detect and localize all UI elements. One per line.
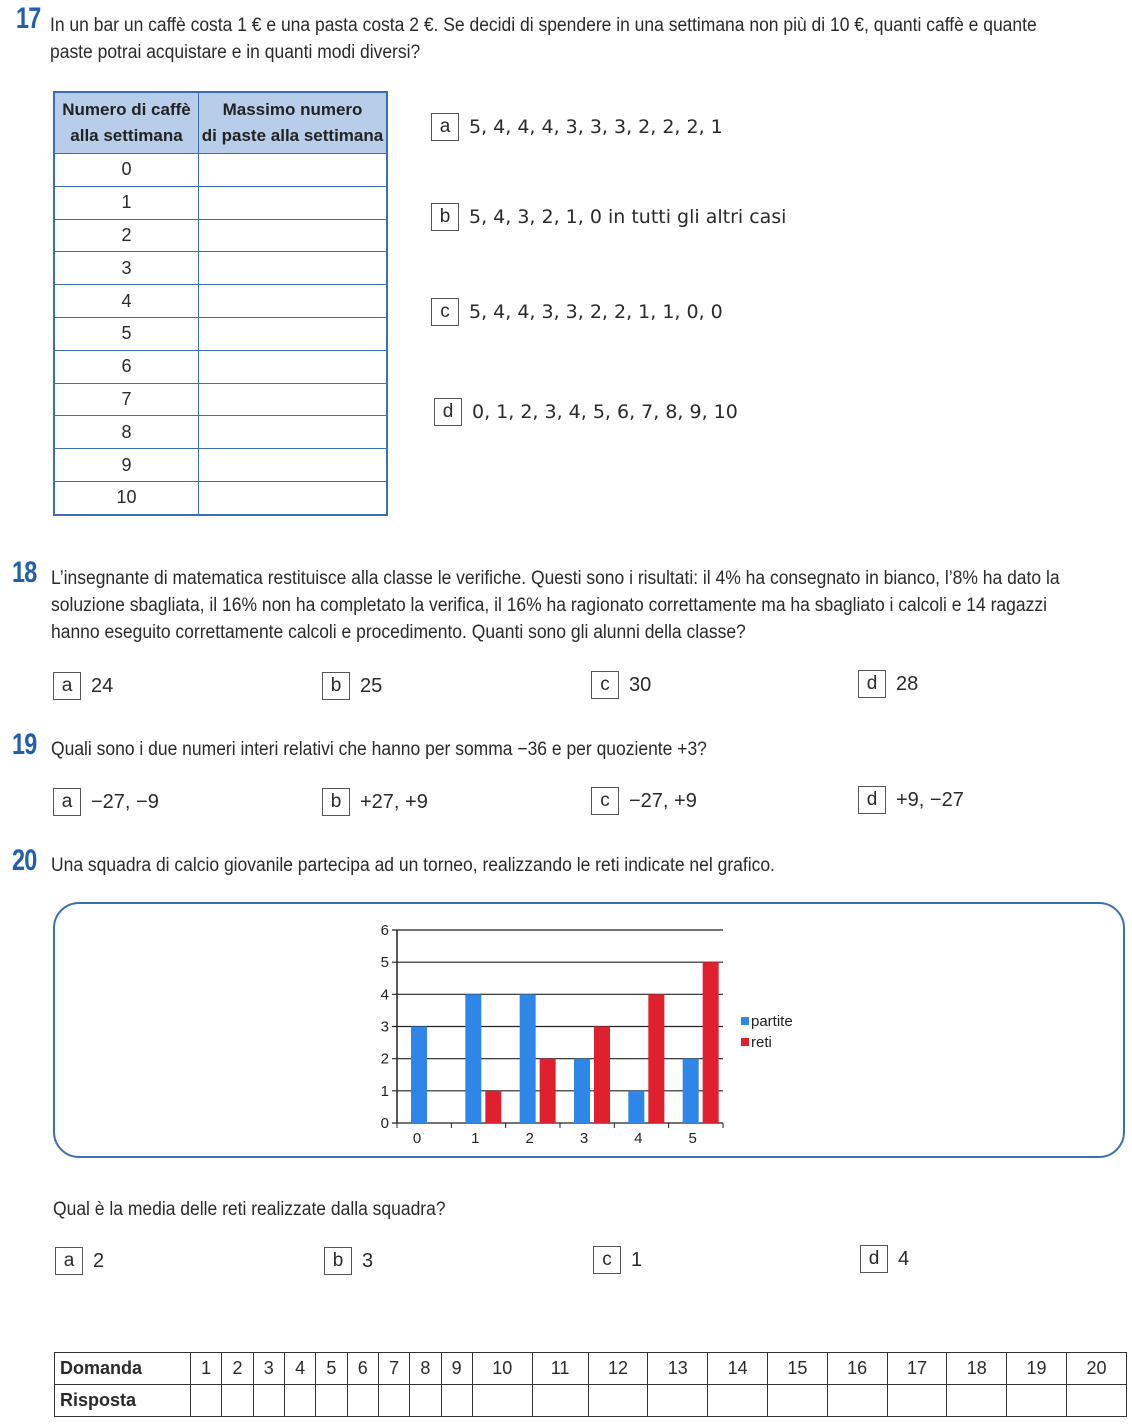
- table-row: [54, 481, 387, 514]
- option-c-q19[interactable]: [591, 787, 697, 815]
- pastry-count-cell[interactable]: [199, 252, 388, 285]
- option-letter-box[interactable]: d: [434, 398, 462, 426]
- answer-grid-answer-cell[interactable]: [1007, 1385, 1067, 1417]
- question-17-text: [50, 12, 1132, 66]
- option-text: 3: [362, 1249, 374, 1272]
- y-tick-label: 2: [380, 1050, 389, 1068]
- header-coffee-line2: alla settimana: [70, 126, 183, 145]
- legend-label-reti: reti: [751, 1034, 772, 1051]
- option-b-q17[interactable]: [431, 203, 786, 231]
- answer-grid-answer-cell[interactable]: [708, 1385, 768, 1417]
- header-pastry-line2: di paste alla settimana: [201, 126, 384, 145]
- coffee-count-cell: 2: [54, 219, 199, 252]
- bar-reti-1: [485, 1091, 501, 1123]
- x-tick-label: 5: [688, 1130, 697, 1147]
- answer-grid-answer-cell[interactable]: [648, 1385, 708, 1417]
- bar-partite-3: [574, 1059, 590, 1123]
- answer-grid-domanda-label: Domanda: [55, 1353, 191, 1385]
- coffee-count-cell: 8: [54, 416, 199, 449]
- answer-grid-question-number: 11: [532, 1353, 588, 1385]
- option-letter-box[interactable]: b: [322, 788, 350, 816]
- answer-grid-question-number: 15: [767, 1353, 827, 1385]
- coffee-pastry-table: [53, 91, 388, 516]
- option-text: 25: [360, 674, 383, 697]
- answer-grid-question-number: 5: [316, 1353, 347, 1385]
- answer-grid-answer-cell[interactable]: [441, 1385, 472, 1417]
- option-text: 28: [896, 672, 919, 695]
- option-text: +27, +9: [360, 790, 428, 813]
- answer-grid-question-number: 14: [708, 1353, 768, 1385]
- option-text: 30: [629, 673, 652, 696]
- y-tick-label: 4: [380, 986, 389, 1004]
- pastry-count-cell[interactable]: [199, 285, 388, 318]
- y-tick-label: 1: [380, 1082, 389, 1100]
- header-coffee-line1: Numero di caffè: [62, 100, 191, 119]
- coffee-count-cell: 4: [54, 285, 199, 318]
- answer-grid-answer-cell[interactable]: [378, 1385, 409, 1417]
- answer-grid-question-number: 7: [378, 1353, 409, 1385]
- answer-grid-answer-cell[interactable]: [284, 1385, 315, 1417]
- bar-reti-3: [594, 1027, 610, 1124]
- pastry-count-cell[interactable]: [199, 416, 388, 449]
- answer-grid-question-number: 10: [472, 1353, 532, 1385]
- option-a-q18[interactable]: [53, 672, 113, 700]
- option-letter-box[interactable]: a: [53, 672, 81, 700]
- legend-swatch-partite: [741, 1017, 749, 1025]
- option-text: +9, −27: [896, 788, 964, 811]
- pastry-count-cell[interactable]: [199, 383, 388, 416]
- option-text: −27, −9: [91, 790, 159, 813]
- option-text: 5, 4, 3, 2, 1, 0 in tutti gli altri casi: [469, 206, 787, 228]
- question-18-line1: L’insegnante di matematica restituisce alla classe le verifiche. Questi sono i risultati: il 4% ha consegnato in bianco, l’8% ha dato la: [51, 568, 1060, 589]
- option-letter-box[interactable]: c: [591, 787, 619, 815]
- coffee-count-cell: 1: [54, 186, 199, 219]
- question-18-text: [51, 565, 1127, 646]
- answer-grid-answer-cell[interactable]: [472, 1385, 532, 1417]
- table-row: [54, 219, 387, 252]
- table-row: [54, 449, 387, 482]
- option-a-q17[interactable]: [431, 113, 723, 141]
- option-letter-box[interactable]: a: [55, 1247, 83, 1275]
- option-a-q20[interactable]: [55, 1247, 104, 1275]
- question-number-19: 19: [12, 728, 37, 761]
- option-letter-box[interactable]: a: [53, 788, 81, 816]
- option-text: 0, 1, 2, 3, 4, 5, 6, 7, 8, 9, 10: [472, 401, 738, 423]
- table-row: [54, 252, 387, 285]
- answer-grid-question-number: 2: [222, 1353, 253, 1385]
- option-text: 2: [93, 1249, 105, 1272]
- table-row: [54, 383, 387, 416]
- answer-grid-answer-cell[interactable]: [827, 1385, 887, 1417]
- coffee-count-cell: 3: [54, 252, 199, 285]
- pastry-count-cell[interactable]: [199, 219, 388, 252]
- header-pastry-line1: Massimo numero: [222, 100, 363, 119]
- option-letter-box[interactable]: c: [593, 1246, 621, 1274]
- question-19-text: Quali sono i due numeri interi relativi che hanno per somma −36 e per quoziente +3?: [51, 739, 707, 760]
- option-a-q19[interactable]: [53, 788, 159, 816]
- bar-reti-4: [648, 994, 664, 1123]
- legend-label-partite: partite: [751, 1013, 793, 1030]
- bar-partite-2: [520, 994, 536, 1123]
- option-d-q17[interactable]: [434, 398, 738, 426]
- option-d-q18[interactable]: [858, 670, 918, 698]
- option-text: 5, 4, 4, 3, 3, 2, 2, 1, 1, 0, 0: [469, 301, 723, 323]
- goals-bar-chart: [55, 904, 1123, 1156]
- answer-grid-question-number: 19: [1007, 1353, 1067, 1385]
- answer-grid-question-number: 12: [588, 1353, 648, 1385]
- pastry-count-cell[interactable]: [199, 481, 388, 514]
- answer-grid-question-number: 3: [253, 1353, 284, 1385]
- answer-grid-question-number: 13: [648, 1353, 708, 1385]
- y-tick-label: 3: [380, 1018, 389, 1036]
- table-row: [54, 154, 387, 187]
- question-17-line1: In un bar un caffè costa 1 € e una pasta costa 2 €. Se decidi di spendere in una settimana non più di 10 €, quanti caffè e quante: [50, 15, 1037, 36]
- answer-grid-question-number: 1: [191, 1353, 222, 1385]
- answer-grid-answer-cell[interactable]: [767, 1385, 827, 1417]
- option-c-q18[interactable]: [591, 671, 651, 699]
- question-17-line2: paste potrai acquistare e in quanti modi diversi?: [50, 42, 421, 63]
- answer-grid-answer-cell[interactable]: [347, 1385, 378, 1417]
- option-letter-box[interactable]: d: [860, 1245, 888, 1273]
- option-b-q20[interactable]: [324, 1247, 373, 1275]
- answer-grid-answer-cell[interactable]: [222, 1385, 253, 1417]
- table-row: [54, 186, 387, 219]
- coffee-count-cell: 7: [54, 383, 199, 416]
- answer-grid-question-number: 18: [947, 1353, 1007, 1385]
- coffee-count-cell: 10: [54, 481, 199, 514]
- table-row: [54, 317, 387, 350]
- option-text: 4: [898, 1247, 910, 1270]
- answer-grid-answer-cell[interactable]: [253, 1385, 284, 1417]
- option-letter-box[interactable]: d: [858, 670, 886, 698]
- answer-grid-answer-cell[interactable]: [532, 1385, 588, 1417]
- bar-partite-0: [411, 1027, 427, 1124]
- question-18-line2: soluzione sbagliata, il 16% non ha completato la verifica, il 16% ha ragionato correttamente ma ha sbagliato i calcoli e 14 ragazzi: [51, 595, 1047, 616]
- option-letter-box[interactable]: b: [322, 672, 350, 700]
- pastry-count-cell[interactable]: [199, 317, 388, 350]
- answer-grid-risposta-label: Risposta: [55, 1385, 191, 1417]
- answer-grid-answer-cell[interactable]: [887, 1385, 947, 1417]
- pastry-count-cell[interactable]: [199, 154, 388, 187]
- option-letter-box[interactable]: c: [591, 671, 619, 699]
- question-number-18: 18: [12, 556, 37, 589]
- answer-grid-question-number: 6: [347, 1353, 378, 1385]
- question-number-20: 20: [12, 844, 37, 877]
- option-letter-box[interactable]: b: [431, 203, 459, 231]
- option-b-q19[interactable]: [322, 788, 428, 816]
- answer-grid-answer-cell[interactable]: [947, 1385, 1007, 1417]
- answer-grid-answer-cell[interactable]: [588, 1385, 648, 1417]
- answer-grid-question-number: 17: [887, 1353, 947, 1385]
- option-letter-box[interactable]: c: [431, 298, 459, 326]
- bar-partite-4: [628, 1091, 644, 1123]
- x-tick-label: 4: [634, 1130, 643, 1147]
- option-c-q17[interactable]: [431, 298, 723, 326]
- answer-grid: [54, 1352, 1127, 1417]
- option-b-q18[interactable]: [322, 672, 382, 700]
- table-header-pastry: [199, 92, 388, 154]
- y-tick-label: 0: [380, 1115, 389, 1132]
- option-letter-box[interactable]: b: [324, 1247, 352, 1275]
- pastry-count-cell[interactable]: [199, 449, 388, 482]
- question-18-line3: hanno eseguito correttamente calcoli e procedimento. Quanti sono gli alunni della classe?: [51, 622, 746, 643]
- question-20-question: Qual è la media delle reti realizzate dalla squadra?: [53, 1199, 446, 1220]
- x-tick-label: 2: [525, 1130, 534, 1147]
- bar-reti-2: [540, 1059, 556, 1123]
- legend-swatch-reti: [741, 1038, 749, 1046]
- answer-grid-answer-cell[interactable]: [316, 1385, 347, 1417]
- answer-grid-answer-cell[interactable]: [191, 1385, 222, 1417]
- option-text: 1: [631, 1248, 643, 1271]
- table-row: [54, 416, 387, 449]
- bar-partite-5: [683, 1059, 699, 1123]
- answer-grid-question-number: 8: [410, 1353, 441, 1385]
- answer-grid-answer-cell[interactable]: [410, 1385, 441, 1417]
- coffee-count-cell: 5: [54, 317, 199, 350]
- x-tick-label: 3: [579, 1130, 589, 1147]
- table-row: [54, 285, 387, 318]
- coffee-count-cell: 9: [54, 449, 199, 482]
- option-letter-box[interactable]: a: [431, 113, 459, 141]
- answer-grid-answer-cell[interactable]: [1066, 1385, 1126, 1417]
- answer-grid-question-number: 9: [441, 1353, 472, 1385]
- option-text: 5, 4, 4, 4, 3, 3, 3, 2, 2, 2, 1: [469, 116, 723, 138]
- option-text: 24: [91, 674, 114, 697]
- x-tick-label: 1: [471, 1130, 480, 1147]
- question-number-17: 17: [16, 2, 41, 35]
- option-letter-box[interactable]: d: [858, 786, 886, 814]
- answer-grid-question-number: 20: [1066, 1353, 1126, 1385]
- option-text: −27, +9: [629, 789, 697, 812]
- chart-frame: [53, 902, 1125, 1158]
- option-c-q20[interactable]: [593, 1246, 642, 1274]
- option-d-q20[interactable]: [860, 1245, 909, 1273]
- y-tick-label: 5: [380, 954, 389, 972]
- option-d-q19[interactable]: [858, 786, 964, 814]
- table-row: [54, 350, 387, 383]
- table-header-coffee: [54, 92, 199, 154]
- bar-partite-1: [465, 994, 481, 1123]
- y-tick-label: 6: [380, 922, 389, 939]
- coffee-count-cell: 0: [54, 154, 199, 187]
- pastry-count-cell[interactable]: [199, 186, 388, 219]
- bar-reti-5: [703, 962, 719, 1123]
- pastry-count-cell[interactable]: [199, 350, 388, 383]
- x-tick-label: 0: [412, 1130, 422, 1147]
- question-20-text: Una squadra di calcio giovanile partecipa ad un torneo, realizzando le reti indicate nel grafico.: [51, 855, 775, 876]
- answer-grid-question-number: 4: [284, 1353, 315, 1385]
- coffee-count-cell: 6: [54, 350, 199, 383]
- answer-grid-question-number: 16: [827, 1353, 887, 1385]
